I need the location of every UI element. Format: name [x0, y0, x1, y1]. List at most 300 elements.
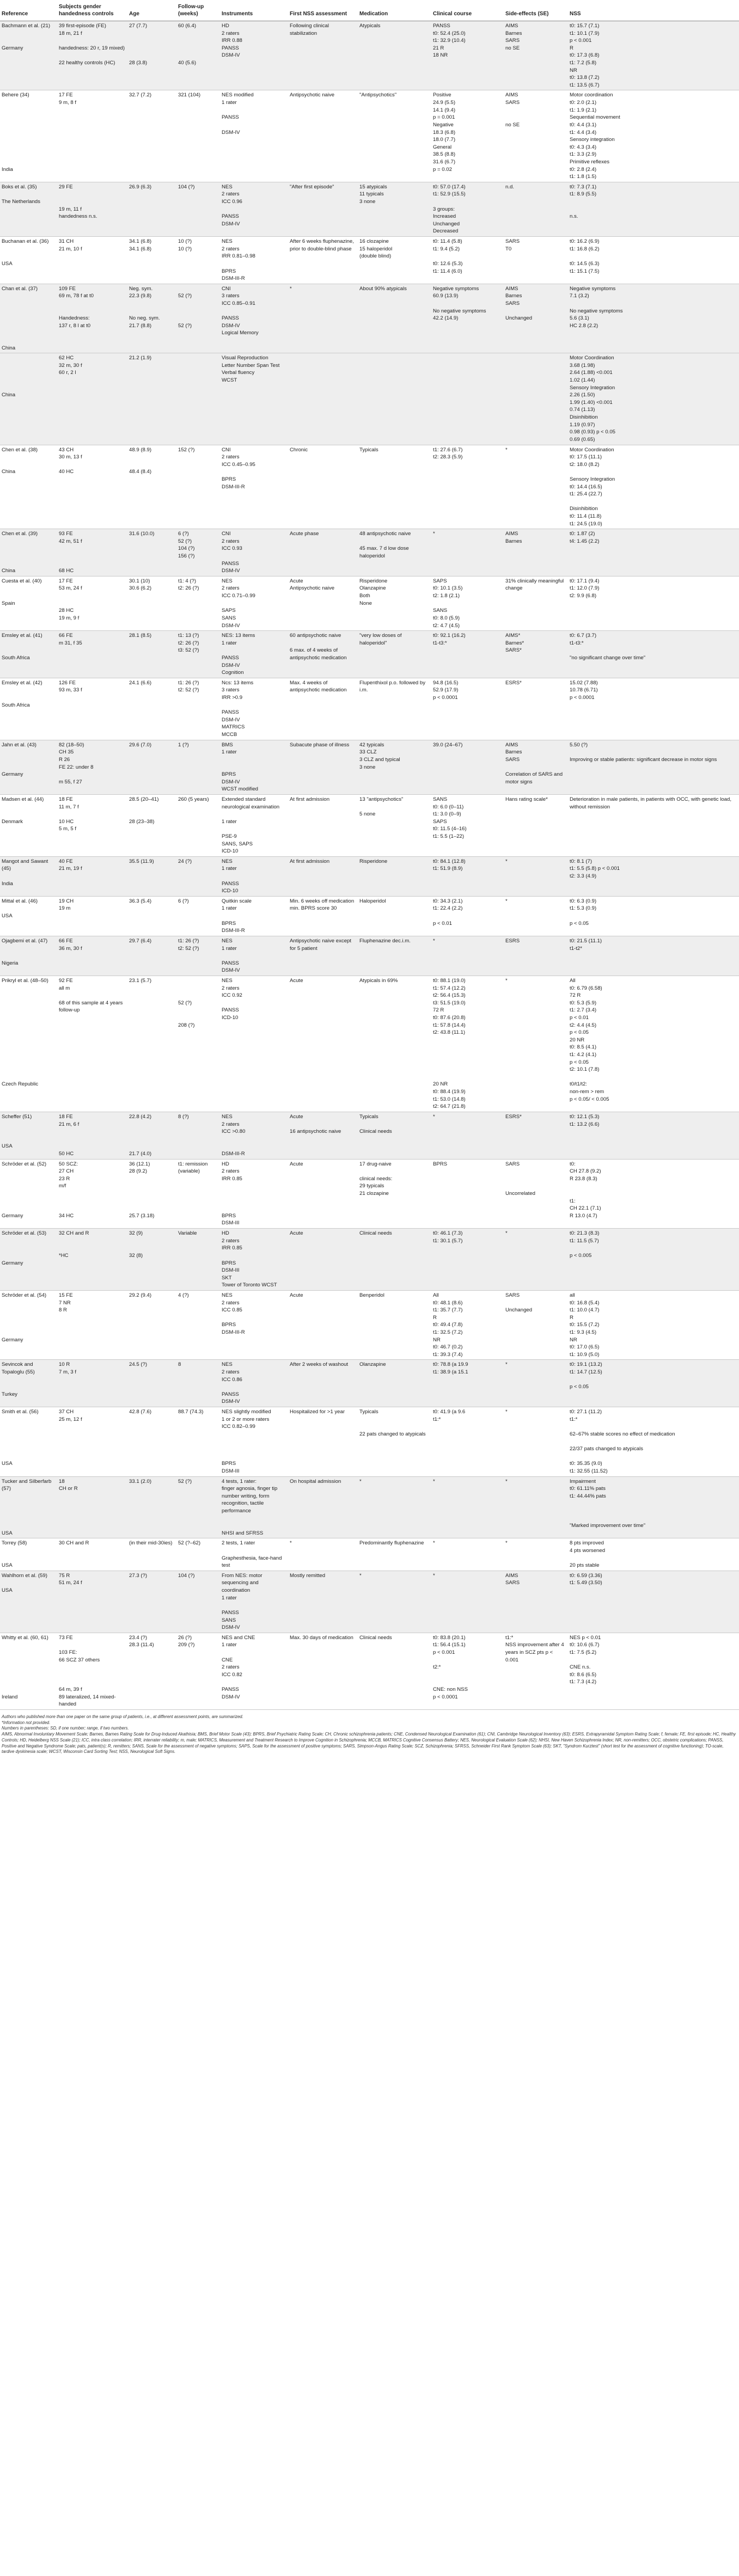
cell-reference: Prikryl et al. (48–50) Czech Republic: [2, 977, 48, 1088]
cell-subjects: 15 FE 7 NR 8 R: [59, 1292, 73, 1314]
cell-instruments: From NES: motor sequencing and coordination 1 rater PANSS SANS DSM-IV: [220, 1571, 288, 1633]
cell-side-effects: ESRS*: [504, 1112, 568, 1159]
cell-first-nss-assessment: "After first episode": [288, 182, 358, 236]
cell-medication: About 90% atypicals: [358, 284, 431, 353]
cell-clinical-course: *: [431, 936, 504, 976]
cell-age: 29.7 (6.4): [127, 936, 176, 976]
cell-instruments: NES and CNE 1 rater CNE 2 raters ICC 0.82 PANSS DSM-IV: [222, 1634, 255, 1700]
cell-side-effects: AIMS Barnes SARS Correlation of SARS and motor signs: [504, 740, 568, 794]
table-row: [0, 529, 739, 576]
cell-clinical-course: *: [431, 1112, 504, 1159]
cell-reference: Tucker and Silberfarb (57) USA: [0, 1476, 57, 1538]
cell-follow-up: 6 (?): [178, 898, 189, 904]
cell-clinical-course: t0: 92.1 (16.2) t1-t3:*: [431, 631, 504, 678]
cell-nss: t0: 27.1 (11.2) t1:* 62–67% stable scores no effect of medication 22/37 pats changed to atypicals t0: 35.35 (9.0) t1: 32.55 (11.52): [570, 1409, 675, 1474]
cell-first-nss-assessment: 60 antipsychotic naive 6 max. of 4 weeks of antipsychotic medication: [288, 631, 358, 678]
table-row: [0, 284, 739, 353]
table-row: [0, 976, 739, 1112]
cell-age: 29.2 (9.4): [129, 1292, 152, 1298]
cell-instruments: CNI 2 raters ICC 0.45–0.95 BPRS DSM-III-R: [222, 446, 255, 490]
cell-medication: "very low doses of haloperidol": [358, 631, 431, 678]
cell-medication: 13 "antipsychotics" 5 none: [359, 796, 404, 818]
cell-reference: China: [0, 353, 57, 445]
header-clinical-course: Clinical course: [431, 0, 504, 21]
cell-age: 22.8 (4.2) 21.7 (4.0): [127, 1112, 176, 1159]
cell-subjects: 126 FE 93 m, 33 f: [59, 679, 82, 694]
cell-instruments: Ncs: 13 items 3 raters IRR >0.9 PANSS DSM-IV MATRICS MCCB: [222, 679, 254, 738]
cell-age: 28.5 (20–41) 28 (23–38): [129, 796, 159, 825]
cell-nss: Motor Coordination t0: 17.5 (11.1) t2: 18.0 (8.2) Sensory Integration t0: 14.4 (16.5) t1: 25.4 (22.7) Disinhibition t0: 11.4 (11.8) t1: 24.5 (19.0): [570, 446, 615, 527]
cell-follow-up: 6 (?) 52 (?) 104 (?) 156 (?): [176, 529, 220, 576]
cell-subjects: 73 FE 103 FE: 66 SCZ 37 others 64 m, 39 f 89 lateralized, 14 mixed-handed: [59, 1634, 116, 1708]
table-row: [0, 576, 739, 630]
table-row: [0, 678, 739, 740]
cell-side-effects: t1:* NSS improvement after 4 years in SCZ pts p < 0.001: [505, 1634, 564, 1663]
cell-subjects: 10 R 7 m, 3 f: [57, 1360, 127, 1407]
cell-side-effects: ESRS*: [505, 679, 522, 686]
cell-side-effects: AIMS SARS no SE: [505, 92, 520, 128]
cell-age: Neg. sym. 22.3 (9.8) No neg. sym. 21.7 (8.8): [127, 284, 176, 353]
cell-reference: Madsen et al. (44) Denmark: [2, 796, 44, 825]
cell-clinical-course: *: [431, 1476, 504, 1538]
cell-medication: Predominantly fluphenazine: [359, 1540, 424, 1547]
cell-age: 26.9 (6.3): [127, 182, 176, 236]
cell-follow-up: 10 (?) 10 (?): [178, 238, 192, 252]
cell-nss: t0: 19.1 (13.2) t1: 14.7 (12.5) p < 0.05: [568, 1360, 739, 1407]
cell-side-effects: *: [505, 898, 508, 904]
cell-clinical-course: t0: 88.1 (19.0) t1: 57.4 (12.2) t2: 56.4 (15.3) t3: 51.5 (19.0) 72 R t0: 87.6 (20.8) t1: 57.8 (14.4) t2: 43.8 (11.1) 20 NR t0: 88.4 (19.9) t1: 53.0 (14.8) t2: 64.7 (21.8): [433, 977, 466, 1110]
table-row: [0, 1476, 739, 1538]
cell-follow-up: 1 (?): [176, 740, 220, 794]
cell-age: 29.6 (7.0): [127, 740, 176, 794]
cell-clinical-course: PANSS t0: 52.4 (25.0) t1: 32.9 (10.4) 21 R 18 NR: [431, 21, 504, 90]
cell-instruments: NES 1 rater PANSS DSM-IV: [220, 936, 288, 976]
cell-age: 23.4 (?) 28.3 (11.4): [129, 1634, 154, 1648]
cell-first-nss-assessment: Hospitalized for >1 year: [290, 1409, 345, 1415]
cell-nss: t0: 7.3 (7.1) t1: 8.9 (5.5) n.s.: [568, 182, 739, 236]
cell-clinical-course: t0: 41.9 (a 9.6 t1:*: [433, 1409, 466, 1422]
cell-reference: Emsley et al. (42) South Africa: [2, 679, 42, 708]
cell-instruments: NES 2 raters ICC 0.96 PANSS DSM-IV: [220, 182, 288, 236]
cell-clinical-course: BPRS: [433, 1161, 448, 1167]
cell-instruments: NES 2 raters ICC 0.85 BPRS DSM-III-R: [222, 1292, 245, 1335]
cell-side-effects: *: [504, 856, 568, 896]
cell-reference: Chen et al. (39) China: [0, 529, 57, 576]
cell-nss: t0: 16.2 (6.9) t1: 16.8 (6.2) t0: 14.5 (6.3) t1: 15.1 (7.5): [570, 238, 600, 274]
cell-first-nss-assessment: Min. 6 weeks off medication min. BPRS score 30: [290, 898, 355, 912]
header-reference: Reference: [0, 0, 57, 21]
cell-side-effects: SARS Uncorrelated: [505, 1161, 535, 1197]
header-row: [0, 0, 739, 21]
table-row: [0, 1229, 739, 1291]
cell-medication: 16 clozapine 15 haloperidol (double blind): [359, 238, 393, 260]
cell-instruments: BMS 1 rater BPRS DSM-IV WCST modified: [220, 740, 288, 794]
footnote-missing-info: *Information not provided.: [2, 1720, 51, 1725]
cell-nss: Impairment t0: 61.11% pats t1: 44.44% pats "Marked improvement over time": [568, 1476, 739, 1538]
cell-nss: All t0: 6.79 (6.58) 72 R t0: 5.3 (5.9) t1: 2.7 (3.4) p < 0.01 t2: 4.4 (4.5) p < 0.05 20 NR t0: 8.5 (4.1) t1: 4.2 (4.1) p < 0.05 t2: 10.1 (7.8) t0/t1/t2: non-rem > rem p < 0.05/ < 0.005: [570, 977, 609, 1102]
cell-follow-up: [176, 353, 220, 445]
cell-follow-up: 104 (?): [176, 1571, 220, 1633]
cell-instruments: NES 2 raters IRR 0.81–0.98 BPRS DSM-III-R: [222, 238, 255, 282]
cell-nss: t0: 1.87 (2) t4: 1.45 (2.2): [568, 529, 739, 576]
cell-subjects: 31 CH 21 m, 10 f: [59, 238, 82, 252]
table-row: [0, 90, 739, 182]
cell-side-effects: SARS Unchanged: [505, 1292, 533, 1314]
header-nss: NSS: [568, 0, 739, 21]
table-row: [0, 896, 739, 936]
cell-subjects: 30 CH and R: [59, 1540, 89, 1547]
cell-subjects: 82 (18–50) CH 35 R 26 FE 22: under 8 m 55, f 27: [57, 740, 127, 794]
cell-instruments: CNI 2 raters ICC 0.93 PANSS DSM-IV: [220, 529, 288, 576]
cell-subjects: 93 FE 42 m, 51 f 68 HC: [57, 529, 127, 576]
cell-clinical-course: *: [431, 529, 504, 576]
cell-subjects: 40 FE 21 m, 19 f: [57, 856, 127, 896]
cell-first-nss-assessment: After 6 weeks fluphenazine, prior to double-blind phase: [290, 238, 354, 252]
cell-first-nss-assessment: Max. 4 weeks of antipsychotic medication: [290, 679, 347, 694]
cell-nss: 8 pts improved 4 pts worsened 20 pts stable: [570, 1540, 606, 1569]
cell-age: 36 (12.1) 28 (9.2) 25.7 (3.18): [129, 1161, 155, 1219]
cell-nss: t0: 17.1 (9.4) t1: 12.0 (7.9) t2: 9.9 (6.8): [570, 578, 600, 599]
table-row: [0, 1571, 739, 1633]
cell-age: (in their mid-30ies): [129, 1540, 173, 1547]
cell-clinical-course: All t0: 48.1 (8.6) t1: 35.7 (7.7) R t0: 49.4 (7.8) t1: 32.5 (7.2) NR t0: 46.7 (0.2) t1: 39.3 (7.4): [433, 1292, 463, 1358]
cell-clinical-course: SANS t0: 6.0 (0–11) t1: 3.0 (0–9) SAPS t0: 11.5 (4–16) t1: 5.5 (1–22): [433, 796, 467, 839]
cell-age: 21.2 (1.9): [127, 353, 176, 445]
cell-reference: Jahn et al. (43) Germany: [0, 740, 57, 794]
cell-nss: t0: 15.7 (7.1) t1: 10.1 (7.9) p < 0.001 R t0: 17.3 (6.8) t1: 7.2 (5.8) NR t0: 13.8 (7.2) t1: 13.5 (6.7): [568, 21, 739, 90]
cell-medication: 15 atypicals 11 typicals 3 none: [358, 182, 431, 236]
cell-side-effects: AIMS* Barnes* SARS*: [504, 631, 568, 678]
cell-subjects: 66 FE m 31, f 35: [57, 631, 127, 678]
cell-subjects: 18 CH or R: [57, 1476, 127, 1538]
footnote-abbreviations: AIMS, Abnormal Involuntary Movement Scale; Barnes, Barnes Rating Scale for Drug-Induced Akathisia; BMS, Brief Motor Scale (43); BPRS, Brief Psychiatric Rating Scale; CH, Chronic schizophrenia patients; CNE, Condensed Neurological Examination (61); CNI, Cambridge Neurological Inventory (63); ESRS, Extrapyramidal Symptom Rating Scale; f, female; FE, first episode; HC, Healthy Controls; HD, Heidelberg NSS Scale (21); ICC, intra class correlation; IRR, interrater reliability; m, male; MATRICS, Measurement and Treatment Research to Improve Cognition in Schizophrenia; MCCB, MATRICS Cognitive Consensus Battery; NES, Neurological Evaluation Scale (62); NHSI, New Haven Schizophrenia Index; NR, non-remitters; OCC, obstetric complications; PANSS, Positive and Negative Syndrome Scale; pats, patient(s); R, remitters; SANS, Scale for the assessment of negative symptoms; SAPS, Scale for the assessment of positive symptoms; SARS, Simpson-Angus Rating Scale; SCZ, Schizophrenia; SFRSS, Schneider First Rank Symptom Scale (63); SKT, "Syndrom Kurztest" (short test for the assessment of cognitive functioning); TO-scale, tardive dyskinesia scale; WCST, Wisconsin Card Sorting Test; NSS, Neurological Soft Signs.: [2, 1732, 736, 1755]
header-medication: Medication: [358, 0, 431, 21]
cell-side-effects: *: [505, 1409, 508, 1415]
cell-medication: Atypicals in 69%: [359, 977, 398, 984]
cell-age: 32 (9) 32 (8): [127, 1229, 176, 1291]
cell-instruments: NES: 13 items 1 rater PANSS DSM-IV Cognition: [220, 631, 288, 678]
cell-first-nss-assessment: Max. 30 days of medication: [290, 1634, 353, 1641]
table-row: [0, 794, 739, 856]
cell-instruments: NES 2 raters ICC >0.80 DSM-III-R: [220, 1112, 288, 1159]
cell-subjects: 75 R 51 m, 24 f: [57, 1571, 127, 1633]
cell-clinical-course: t0: 34.3 (2.1) t1: 22.4 (2.2) p < 0.01: [433, 898, 463, 927]
table-row: [0, 182, 739, 236]
table-row: [0, 631, 739, 678]
table-row: [0, 1112, 739, 1159]
cell-follow-up: Variable: [176, 1229, 220, 1291]
cell-medication: Typicals 22 pats changed to atypicals: [359, 1409, 426, 1437]
cell-medication: Benperidol: [359, 1292, 384, 1298]
cell-reference: Whitty et al. (60, 61) Ireland: [2, 1634, 48, 1700]
cell-subjects: 66 FE 36 m, 30 f: [57, 936, 127, 976]
cell-nss: t0: 21.3 (8.3) t1: 11.5 (5.7) p < 0.005: [568, 1229, 739, 1291]
table-row: [0, 353, 739, 445]
cell-reference: Sevincok and Topaloglu (55) Turkey: [0, 1360, 57, 1407]
cell-follow-up: 104 (?): [176, 182, 220, 236]
cell-follow-up: t1: 26 (?) t2: 52 (?): [176, 936, 220, 976]
header-side-effects: Side-effects (SE): [504, 0, 568, 21]
cell-first-nss-assessment: After 2 weeks of washout: [288, 1360, 358, 1407]
cell-reference: Ojagbemi et al. (47) Nigeria: [0, 936, 57, 976]
cell-side-effects: *: [505, 446, 508, 453]
table-row: [0, 1360, 739, 1407]
cell-medication: Clinical needs: [359, 1634, 392, 1641]
cell-nss: 5.50 (?) Improving or stable patients: significant decrease in motor signs: [568, 740, 739, 794]
cell-subjects: 50 SCZ: 27 CH 23 R m/f 34 HC: [59, 1161, 78, 1219]
cell-clinical-course: t0: 11.4 (5.8) t1: 9.4 (5.2) t0: 12.6 (5.3) t1: 11.4 (6.0): [433, 238, 463, 274]
cell-reference: Schröder et al. (52) Germany: [2, 1161, 47, 1219]
cell-reference: Torrey (58) USA: [2, 1540, 27, 1569]
cell-medication: *: [358, 1571, 431, 1633]
cell-side-effects: ESRS: [504, 936, 568, 976]
cell-first-nss-assessment: Acute Antipsychotic naive: [290, 578, 335, 592]
cell-follow-up: 88.7 (74.3): [178, 1409, 204, 1415]
cell-medication: Atypicals: [358, 21, 431, 90]
cell-side-effects: Hans rating scale*: [505, 796, 548, 802]
header-follow-up: Follow-up (weeks): [176, 0, 220, 21]
cell-subjects: 18 FE 11 m, 7 f 10 HC 5 m, 5 f: [59, 796, 79, 832]
cell-nss: Negative symptoms 7.1 (3.2) No negative symptoms 5.6 (3.1) HC 2.8 (2.2): [568, 284, 739, 353]
cell-first-nss-assessment: At first admission: [290, 796, 330, 802]
cell-side-effects: *: [504, 1229, 568, 1291]
cell-nss: t0: 6.7 (3.7) t1-t3:* "no significant change over time": [568, 631, 739, 678]
cell-first-nss-assessment: [288, 353, 358, 445]
table-row: [0, 856, 739, 896]
cell-nss: t0: 6.59 (3.36) t1: 5.49 (3.50): [568, 1571, 739, 1633]
cell-reference: Mangot and Sawant (45) India: [0, 856, 57, 896]
cell-medication: Clinical needs: [358, 1229, 431, 1291]
cell-follow-up: 8 (?): [176, 1112, 220, 1159]
cell-first-nss-assessment: Mostly remitted: [288, 1571, 358, 1633]
cell-follow-up: t1: 26 (?) t2: 52 (?): [178, 679, 199, 694]
cell-subjects: 43 CH 30 m, 13 f 40 HC: [59, 446, 82, 475]
table-row: [0, 1538, 739, 1571]
cell-first-nss-assessment: On hospital admission: [288, 1476, 358, 1538]
cell-side-effects: AIMS Barnes: [504, 529, 568, 576]
cell-subjects: 18 FE 21 m, 6 f 50 HC: [57, 1112, 127, 1159]
cell-nss: all t0: 16.8 (5.4) t1: 10.0 (4.7) R t0: 15.5 (7.2) t1: 9.3 (4.5) NR t0: 17.0 (6.5) t1: 10.9 (5.0): [570, 1292, 600, 1358]
cell-first-nss-assessment: At first admission: [288, 856, 358, 896]
cell-medication: Haloperidol: [359, 898, 386, 904]
cell-age: 36.3 (5.4): [129, 898, 152, 904]
cell-reference: Schröder et al. (54) Germany: [2, 1292, 47, 1343]
table-row: [0, 1159, 739, 1228]
cell-reference: Bachmann et al. (21) Germany: [0, 21, 57, 90]
cell-medication: "Antipsychotics": [359, 92, 397, 99]
cell-nss: t0: 21.5 (11.1) t1-t2*: [568, 936, 739, 976]
cell-side-effects: AIMS Barnes SARS no SE: [504, 21, 568, 90]
cell-nss: Motor Coordination 3.68 (1.98) 2.64 (1.88) <0.001 1.02 (1.44) Sensory Integration 2.26 (1.50) 1.99 (1.40) <0.001 0.74 (1.13) Disinhibition 1.19 (0.97) 0.98 (0.93) p < 0.05 0.69 (0.65): [568, 353, 739, 445]
table-row: [0, 1407, 739, 1476]
cell-follow-up: 52 (?–62): [178, 1540, 201, 1547]
cell-nss: NES p < 0.01 t0: 10.6 (6.7) t1: 7.5 (5.2) CNE n.s. t0: 8.6 (6.5) t1: 7.3 (4.2): [570, 1634, 601, 1685]
cell-age: 30.1 (10) 30.6 (6.2): [129, 578, 152, 592]
cell-follow-up: 26 (?) 209 (?): [178, 1634, 195, 1648]
cell-first-nss-assessment: *: [290, 1540, 292, 1547]
footnote-numbers: Numbers in parentheses: SD, if one number; range, if two numbers.: [2, 1726, 129, 1731]
cell-subjects: 32 CH and R *HC: [57, 1229, 127, 1291]
cell-medication: 48 antipsychotic naive 45 max. 7 d low dose haloperidol: [358, 529, 431, 576]
cell-first-nss-assessment: Following clinical stabilization: [288, 21, 358, 90]
cell-follow-up: 52 (?): [176, 1476, 220, 1538]
cell-age: 27 (7.7) 28 (3.8): [127, 21, 176, 90]
cell-instruments: NES slightly modified 1 or 2 or more raters ICC 0.82–0.99 BPRS DSM-III: [222, 1409, 271, 1474]
cell-medication: 42 typicals 33 CLZ 3 CLZ and typical 3 none: [358, 740, 431, 794]
cell-reference: Mittal et al. (46) USA: [2, 898, 38, 919]
cell-medication: Fluphenazine dec.i.m.: [358, 936, 431, 976]
cell-first-nss-assessment: *: [288, 284, 358, 353]
cell-instruments: CNI 3 raters ICC 0.85–0.91 PANSS DSM-IV Logical Memory: [220, 284, 288, 353]
cell-follow-up: t1: remission (variable): [178, 1161, 208, 1175]
cell-subjects: 37 CH 25 m, 12 f: [59, 1409, 82, 1422]
header-subjects: Subjects gender handedness controls: [57, 0, 127, 21]
table-row: [0, 21, 739, 90]
cell-first-nss-assessment: Acute phase: [288, 529, 358, 576]
cell-clinical-course: t0: 78.8 (a 19.9 t1: 38.9 (a 15.1: [431, 1360, 504, 1407]
cell-follow-up: 52 (?) 208 (?): [178, 999, 195, 1028]
cell-clinical-course: Negative symptoms 60.9 (13.9) No negative symptoms 42.2 (14.9): [431, 284, 504, 353]
cell-side-effects: n.d.: [504, 182, 568, 236]
cell-instruments: NES 2 raters ICC 0.92 PANSS ICD-10: [222, 977, 242, 1021]
cell-age: 28.1 (8.5): [127, 631, 176, 678]
cell-reference: Smith et al. (56) USA: [2, 1409, 39, 1467]
cell-follow-up: 152 (?): [178, 446, 195, 453]
cell-reference: Behere (34) India: [2, 92, 29, 173]
cell-instruments: 2 tests, 1 rater Graphesthesia, face-hand test: [222, 1540, 282, 1569]
cell-clinical-course: [431, 353, 504, 445]
table-row: [0, 740, 739, 794]
cell-clinical-course: 39.0 (24–67): [431, 740, 504, 794]
cell-clinical-course: *: [431, 1571, 504, 1633]
table-row: [0, 445, 739, 529]
cell-first-nss-assessment: Chronic: [290, 446, 308, 453]
cell-instruments: HD 2 raters IRR 0.88 PANSS DSM-IV: [220, 21, 288, 90]
cell-reference: Chen et al. (38) China: [2, 446, 38, 475]
cell-clinical-course: t0: 57.0 (17.4) t1: 52.9 (15.5) 3 groups: Increased Unchanged Decreased: [431, 182, 504, 236]
cell-reference: Scheffer (51) USA: [0, 1112, 57, 1159]
cell-medication: [358, 353, 431, 445]
cell-instruments: HD 2 raters IRR 0.85 BPRS DSM-III: [222, 1161, 242, 1226]
cell-clinical-course: 94.8 (16.5) 52.9 (17.9) p < 0.0001: [433, 679, 459, 701]
cell-age: 48.9 (8.9) 48.4 (8.4): [129, 446, 152, 475]
cell-first-nss-assessment: Acute 16 antipsychotic naive: [288, 1112, 358, 1159]
cell-clinical-course: Positive 24.9 (5.5) 14.1 (9.4) p = 0.001 Negative 18.3 (6.8) 18.0 (7.7) General 38.5 (8.8) 31.6 (6.7) p = 0.02: [433, 92, 456, 173]
header-instruments: Instruments: [220, 0, 288, 21]
header-age: Age: [127, 0, 176, 21]
cell-medication: Typicals: [359, 446, 378, 453]
cell-first-nss-assessment: Acute: [290, 977, 303, 984]
cell-instruments: NES 1 rater PANSS ICD-10: [220, 856, 288, 896]
cell-reference: Buchanan et al. (36) USA: [2, 238, 49, 267]
cell-subjects: 92 FE all m 68 of this sample at 4 years follow-up: [59, 977, 123, 1014]
cell-side-effects: AIMS SARS: [504, 1571, 568, 1633]
cell-clinical-course: t0: 84.1 (12.8) t1: 51.9 (8.9): [431, 856, 504, 896]
cell-reference: Emsley et al. (41) South Africa: [0, 631, 57, 678]
cell-medication: *: [358, 1476, 431, 1538]
cell-reference: Schröder et al. (53) Germany: [0, 1229, 57, 1291]
cell-first-nss-assessment: Acute: [290, 1292, 303, 1298]
cell-side-effects: *: [504, 1476, 568, 1538]
cell-first-nss-assessment: Acute: [290, 1161, 303, 1167]
cell-clinical-course: SAPS t0: 10.1 (3.5) t2: 1.8 (2.1) SANS t0: 8.0 (5.9) t2: 4.7 (4.5): [433, 578, 463, 629]
cell-age: 32.7 (7.2): [129, 92, 152, 99]
cell-age: 23.1 (5.7): [129, 977, 152, 984]
cell-nss: 15.02 (7.88) 10.78 (6.71) p < 0.0001: [570, 679, 598, 701]
cell-age: 24.1 (6.6): [129, 679, 152, 686]
cell-subjects: 29 FE 19 m, 11 f handedness n.s.: [57, 182, 127, 236]
table-body: [0, 21, 739, 1710]
table-row: [0, 237, 739, 284]
table-row: [0, 1290, 739, 1359]
cell-age: 24.5 (?): [127, 1360, 176, 1407]
cell-side-effects: AIMS Barnes SARS Unchanged: [504, 284, 568, 353]
cell-clinical-course: t1: 27.6 (6.7) t2: 28.3 (5.9): [433, 446, 463, 461]
table-row: [0, 1633, 739, 1709]
cell-instruments: NES modified 1 rater PANSS DSM-IV: [222, 92, 254, 136]
cell-clinical-course: t0: 83.8 (20.1) t1: 56.4 (15.1) p < 0.001 t2:* CNE: non NSS p < 0.0001: [433, 1634, 468, 1700]
cell-side-effects: *: [505, 1540, 508, 1547]
cell-age: 34.1 (6.8) 34.1 (6.8): [129, 238, 152, 252]
cell-follow-up: 8: [176, 1360, 220, 1407]
cell-medication: Olanzapine: [358, 1360, 431, 1407]
cell-subjects: 39 first-episode (FE) 18 m, 21 f handedness: 20 r, 19 mixed) 22 healthy controls (HC): [57, 21, 127, 90]
cell-instruments: NES 2 raters ICC 0.86 PANSS DSM-IV: [220, 1360, 288, 1407]
cell-instruments: HD 2 raters IRR 0.85 BPRS DSM-III SKT Tower of Toronto WCST: [220, 1229, 288, 1291]
cell-follow-up: 24 (?): [176, 856, 220, 896]
cell-subjects: 109 FE 69 m, 78 f at t0 Handedness: 137 r, 8 l at t0: [57, 284, 127, 353]
cell-follow-up: 52 (?) 52 (?): [176, 284, 220, 353]
cell-follow-up: t1: 13 (?) t2: 26 (?) t3: 52 (?): [176, 631, 220, 678]
cell-reference: Wahlhorn et al. (59) USA: [0, 1571, 57, 1633]
cell-side-effects: *: [504, 1360, 568, 1407]
cell-medication: 17 drug-naive clinical needs: 29 typicals 21 clozapine: [359, 1161, 393, 1197]
cell-age: 33.1 (2.0): [127, 1476, 176, 1538]
cell-medication: Flupenthixol p.o. followed by i.m.: [359, 679, 426, 694]
cell-nss: Deterioration in male patients, in patients with OCC, with genetic load, without remission: [570, 796, 732, 810]
cell-side-effects: 31% clinically meaningful change: [505, 578, 564, 592]
cell-side-effects: *: [505, 977, 508, 984]
cell-follow-up: 4 (?): [178, 1292, 189, 1298]
table-footnotes: [0, 1710, 739, 1755]
cell-instruments: Extended standard neurological examination 1 rater PSE-9 SANS, SAPS ICD-10: [222, 796, 280, 855]
cell-nss: Motor coordination t0: 2.0 (2.1) t1: 1.9 (2.1) Sequential movement t0: 4.4 (3.1) t1: 4.4 (3.4) Sensory integration t0: 4.3 (3.4) t1: 3.3 (2.9) Primitive reflexes t0: 2.8 (2.4) t1: 1.8 (1.5): [570, 92, 620, 180]
cell-nss: t0: 6.3 (0.9) t1: 5.3 (0.9) p < 0.05: [570, 898, 597, 927]
cell-reference: Boks et al. (35) The Netherlands: [0, 182, 57, 236]
cell-age: 42.8 (7.6): [129, 1409, 152, 1415]
cell-follow-up: 60 (6.4) 40 (5.6): [176, 21, 220, 90]
cell-nss: t0: 8.1 (7) t1: 5.5 (5.8) p < 0.001 t2: 3.3 (4.9): [568, 856, 739, 896]
cell-follow-up: 260 (5 years): [178, 796, 209, 802]
cell-subjects: 62 HC 32 m, 30 f 60 r, 2 l: [57, 353, 127, 445]
cell-reference: Chan et al. (37) China: [0, 284, 57, 353]
cell-nss: t0: 12.1 (5.3) t1: 13.2 (6.6): [568, 1112, 739, 1159]
cell-nss: t0: CH 27.8 (9.2) R 23.8 (8.3) t1: CH 22.1 (7.1) R 13.0 (4.7): [570, 1161, 601, 1219]
cell-follow-up: 321 (104): [178, 92, 201, 99]
cell-first-nss-assessment: Antipsychotic naive: [290, 92, 335, 99]
cell-instruments: Visual Reproduction Letter Number Span Test Verbal fluency WCST: [220, 353, 288, 445]
cell-medication: Risperidone: [358, 856, 431, 896]
cell-reference: Cuesta et al. (40) Spain: [2, 578, 42, 606]
cell-age: 31.6 (10.0): [127, 529, 176, 576]
cell-clinical-course: t0: 46.1 (7.3) t1: 30.1 (5.7): [431, 1229, 504, 1291]
cell-medication: Risperidone Olanzapine Both None: [359, 578, 388, 606]
cell-subjects: 17 FE 53 m, 24 f 28 HC 19 m, 9 f: [59, 578, 82, 621]
cell-instruments: Quitkin scale 1 rater BPRS DSM-III-R: [222, 898, 252, 934]
cell-follow-up: t1: 4 (?) t2: 26 (?): [178, 578, 199, 592]
cell-clinical-course: *: [433, 1540, 435, 1547]
cell-side-effects: [504, 353, 568, 445]
